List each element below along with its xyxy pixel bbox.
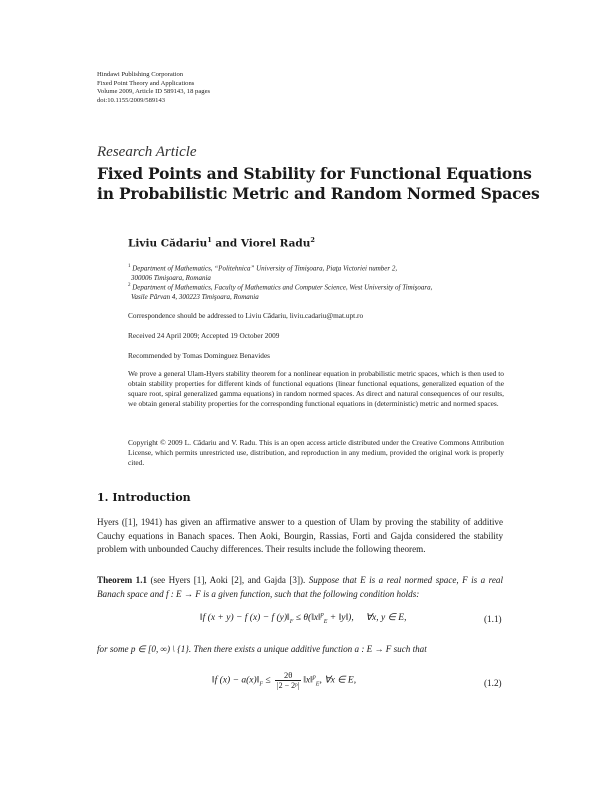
publisher: Hindawi Publishing Corporation (97, 71, 184, 78)
author-conjunction: and (215, 237, 238, 250)
author-2-affil-mark: 2 (310, 236, 315, 244)
equation-1-2-number: (1.2) (484, 678, 502, 688)
affiliation-1-line-2: 300006 Timişoara, Romania (131, 273, 211, 282)
article-type: Research Article (97, 144, 197, 160)
theorem-label: Theorem 1.1 (97, 575, 148, 585)
theorem-citation: (see Hyers [1], Aoki [2], and Gajda [3]). (150, 575, 306, 585)
doi: doi:10.1155/2009/589143 (97, 96, 166, 104)
affiliation-2-line-1: Department of Mathematics, Faculty of Mathematics and Computer Science, West University of Timişoara, (132, 283, 433, 292)
author-list (128, 236, 315, 250)
paper-title (97, 164, 540, 204)
affiliation-2-line-2: Vasile Pârvan 4, 300223 Timişoara, Romania (131, 292, 259, 301)
equation-1-1: ‖f (x + y) − f (x) − f $(y)‖_F$ ≤ θ(‖x‖$^p_E$ + ‖y‖), ∀x, y ∈ E, (200, 612, 407, 626)
equation-1-2: ‖f $(x) - a(x)‖_F$ ≤ $\frac{2\theta}{\text{|2 − 2ᵖ|}}$ ‖x‖$^p_E$, ∀x ∈ E, (212, 670, 357, 690)
recommended-by: Recommended by Tomas Dominguez Benavides (128, 351, 271, 360)
affiliation-2: $^2$ Department of Mathematics, Faculty of Mathematics and Computer Science, West University of Timişoara, Vasile Pârvan 4, 300223 Timişoara, Romania (128, 281, 518, 302)
affiliation-1-line-1: Department of Mathematics, “Politehnica” University of Timişoara, Piaţa Victoriei number 2, (132, 264, 398, 273)
journal-name: Fixed Point Theory and Applications (97, 79, 195, 87)
copyright-notice: Copyright © 2009 L. Cădariu and V. Radu. This is an open access article distributed under the Creative Commons Attribution License, which permits unrestricted use, distribution, and reproduction in any medium, provided the original work is properly cited. (128, 438, 504, 468)
abstract: We prove a general Ulam-Hyers stability theorem for a nonlinear equation in probabilistic metric spaces, which is then used to obtain stability properties for different kinds of functional equations (linear functional equations, generalized equation of the square root, spiral generalized gamma equations) in random normed spaces. As direct and natural consequences of our results, we obtain general stability properties for the corresponding functional equations in (deterministic) metric and normed spaces. (128, 369, 504, 409)
intro-paragraph: Hyers ([1], 1941) has given an affirmative answer to a question of Ulam by proving the stability of additive Cauchy equations in Banach spaces. Then Aoki, Bourgin, Rassias, Forti and Gajda considered the stability problem with unbounded Cauchy differences. Their results include the following theorem. (97, 517, 503, 555)
condition-text: for some p ∈ [0, ∞) \ {1}. Then there exists a unique additive function a : E → F such that (97, 644, 427, 654)
received-dates: Received 24 April 2009; Accepted 19 October 2009 (128, 331, 280, 340)
volume-info: Volume 2009, Article ID 589143, 18 pages (97, 88, 211, 96)
affiliation-1: $^1$ Department of Mathematics, “Politehnica” University of Timişoara, Piaţa Victoriei number 2, 300006 Timişoara, Romania (128, 262, 518, 283)
title-line-1: Fixed Points and Stability for Functional Equations (97, 164, 532, 183)
theorem-statement: Suppose that E is a real normed space, F is a real Banach space and f : E → F is a given function, such that the following condition holds: (97, 575, 503, 599)
section-heading: 1. Introduction (97, 491, 191, 504)
theorem-1-1 (97, 574, 503, 601)
equation-1-1-number: (1.1) (484, 614, 502, 624)
correspondence: Correspondence should be addressed to Liviu Cădariu, liviu.cadariu@mat.upt.ro (128, 311, 364, 320)
author-2: Viorel Radu (240, 237, 311, 250)
author-1-affil-mark: 1 (207, 236, 212, 244)
author-1: Liviu Cădariu (128, 237, 208, 250)
title-line-2: in Probabilistic Metric and Random Normed Spaces (97, 184, 540, 203)
equation-1-2-fraction: $\frac{2\theta}{\text{|2 − 2ᵖ|}}$ (277, 670, 300, 690)
journal-header (97, 71, 210, 105)
